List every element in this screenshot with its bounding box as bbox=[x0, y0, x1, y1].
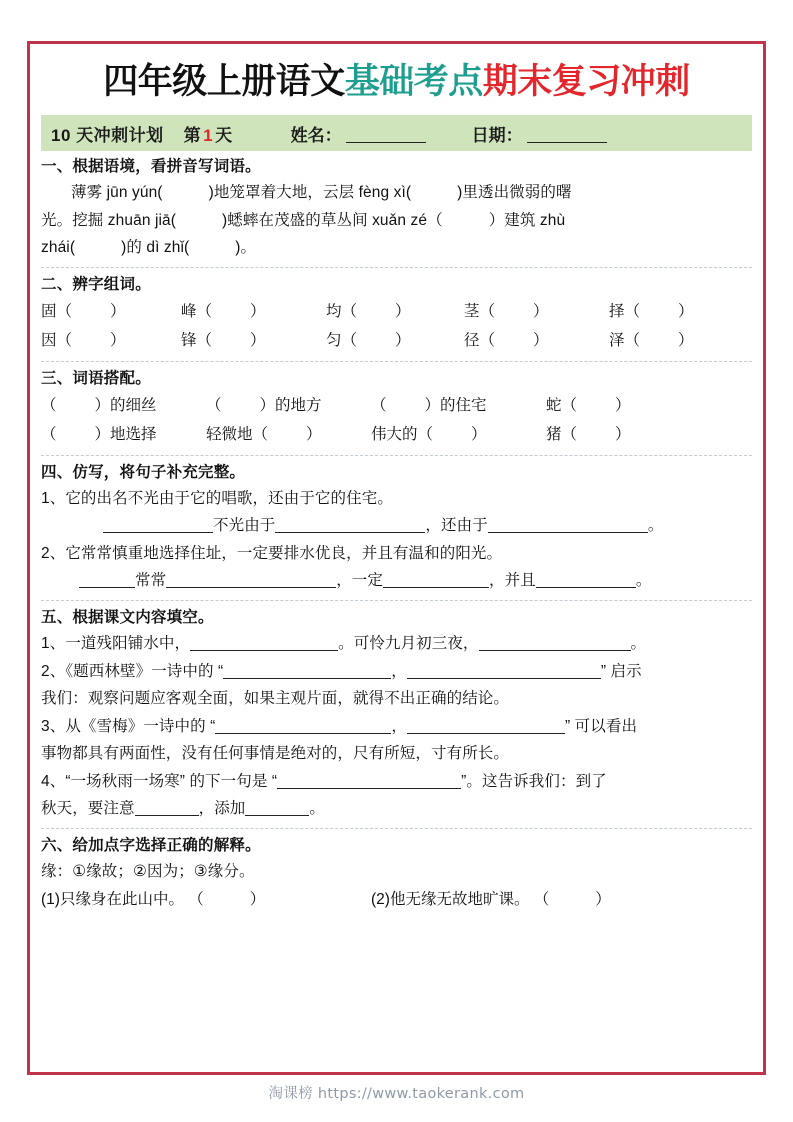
s4-q1-blank-3[interactable] bbox=[488, 532, 648, 533]
s3-r1-c4-open: 蛇（ bbox=[546, 396, 578, 414]
s2-r1-c5-char: 择（ bbox=[609, 302, 641, 320]
s5-q2-blank-2[interactable] bbox=[407, 678, 601, 679]
s5-q4-blank-1[interactable] bbox=[277, 788, 461, 789]
day-number: 1 bbox=[203, 125, 214, 145]
s3-r1-c4[interactable] bbox=[546, 391, 666, 420]
s2-r2-c2-char: 锋（ bbox=[181, 332, 213, 350]
s5-q4-a: 4、“一场秋雨一场寒” 的下一句是 “ bbox=[41, 772, 278, 790]
s5-question-2-cont: 我们：观察问题应客观全面，如果主观片面，就得不出正确的结论。 bbox=[41, 690, 510, 708]
s3-r2-c3[interactable] bbox=[371, 420, 546, 449]
day-indicator bbox=[184, 121, 233, 146]
s2-r2-c4[interactable] bbox=[464, 326, 609, 355]
s4-q1-label-c: 。 bbox=[647, 517, 664, 535]
s2-r1-c3[interactable] bbox=[326, 297, 464, 326]
s5-q4-l2-c: 。 bbox=[309, 800, 326, 818]
s4-q1-blank-2[interactable] bbox=[275, 532, 425, 533]
s5-q2-blank-1[interactable] bbox=[223, 678, 391, 679]
s2-r2-c4-close: ） bbox=[533, 332, 549, 350]
student-name-field[interactable] bbox=[291, 121, 426, 146]
s2-r2-c3[interactable] bbox=[326, 326, 464, 355]
s2-r1-c1-char: 固（ bbox=[41, 302, 73, 320]
s4-q2-label-b: ，一定 bbox=[336, 572, 384, 590]
section-two bbox=[41, 272, 752, 356]
s5-q2-b: ， bbox=[391, 662, 407, 680]
s4-q1-label-a: 不光由于 bbox=[213, 517, 276, 535]
divider-5 bbox=[41, 828, 752, 829]
s2-r2-c3-close: ） bbox=[395, 332, 411, 350]
s3-r2-c3-close: ） bbox=[471, 426, 487, 444]
s3-r1-c3-open: （ bbox=[371, 396, 387, 414]
s5-q1-b: 。可怜九月初三夜， bbox=[338, 634, 479, 652]
s2-r1-c4-char: 茎（ bbox=[464, 302, 496, 320]
s2-r1-c1[interactable] bbox=[41, 297, 181, 326]
s5-q1-blank-2[interactable] bbox=[479, 650, 631, 651]
s4-question-2: 2、它常常慎重地选择住址，一定要排水优良，并且有温和的阳光。 bbox=[41, 544, 503, 562]
section-two-heading: 二、辨字组词。 bbox=[41, 275, 151, 293]
date-label: 日期： bbox=[471, 125, 523, 145]
s4-q1-blank-1[interactable] bbox=[103, 532, 213, 533]
s2-r2-c2[interactable] bbox=[181, 326, 326, 355]
s3-r2-c4-open: 猪（ bbox=[546, 426, 578, 444]
divider-1 bbox=[41, 267, 752, 268]
s5-q4-blank-2[interactable] bbox=[135, 815, 199, 816]
s2-r1-c2-close: ） bbox=[250, 302, 266, 320]
s3-r2-c2-text: 轻微地（ bbox=[206, 426, 269, 444]
s1-l1-c: )里透出微弱的曙 bbox=[457, 184, 572, 202]
s6-item-2-text: (2)他无缘无故地旷课。 （ bbox=[371, 890, 550, 908]
s1-l2-a: 光。挖掘 zhuān jiā( bbox=[41, 211, 177, 229]
s5-question-3 bbox=[41, 713, 752, 741]
s3-r1-c2-text: ）的地方 bbox=[259, 396, 322, 414]
plan-header-bar bbox=[41, 115, 752, 151]
s4-q2-blank-3[interactable] bbox=[383, 587, 489, 588]
s5-q4-blank-3[interactable] bbox=[245, 815, 309, 816]
s3-r1-c3[interactable] bbox=[371, 391, 546, 420]
day-prefix: 第 bbox=[183, 125, 202, 145]
day-suffix: 天 bbox=[215, 125, 233, 145]
site-watermark: 淘课榜 https://www.taokerank.com bbox=[268, 1086, 525, 1102]
s4-q2-label-a: 常常 bbox=[135, 572, 167, 590]
date-field[interactable] bbox=[472, 121, 607, 146]
s1-l1-a: 薄雾 jūn yún( bbox=[71, 184, 163, 202]
s5-q2-a: 2、《题西林壁》一诗中的 “ bbox=[41, 662, 224, 680]
s3-r2-c1-open: （ bbox=[41, 426, 57, 444]
s3-r1-c2-open: （ bbox=[206, 396, 222, 414]
student-name-label: 姓名： bbox=[290, 125, 342, 145]
s2-r1-c5[interactable] bbox=[609, 297, 749, 326]
s2-r2-c5-close: ） bbox=[678, 332, 694, 350]
s4-q1-label-b: ，还由于 bbox=[425, 517, 488, 535]
s5-question-4 bbox=[41, 768, 752, 796]
s5-q3-blank-2[interactable] bbox=[407, 733, 565, 734]
s2-r2-c2-close: ） bbox=[250, 332, 266, 350]
s2-r1-c1-close: ） bbox=[110, 302, 126, 320]
section-five-heading: 五、根据课文内容填空。 bbox=[41, 608, 214, 626]
s5-q3-b: ， bbox=[391, 717, 407, 735]
s2-r1-c2-char: 峰（ bbox=[181, 302, 213, 320]
s2-r1-c3-char: 均（ bbox=[326, 302, 358, 320]
s3-r2-c2-close: ） bbox=[306, 426, 322, 444]
s2-r1-c4-close: ） bbox=[533, 302, 549, 320]
s5-question-2 bbox=[41, 658, 752, 686]
s3-r1-c3-text: ）的住宅 bbox=[424, 396, 487, 414]
section-one-heading: 一、根据语境，看拼音写词语。 bbox=[41, 158, 261, 176]
s3-r2-c3-text: 伟大的（ bbox=[371, 426, 434, 444]
section-four-heading: 四、仿写，将句子补充完整。 bbox=[41, 463, 246, 481]
section-five bbox=[41, 605, 752, 823]
s6-item-1[interactable] bbox=[41, 886, 371, 914]
s6-definitions: 缘：①缘故；②因为；③缘分。 bbox=[41, 863, 255, 881]
s5-q2-c: ” 启示 bbox=[600, 662, 642, 680]
s4-q2-label-d: 。 bbox=[635, 572, 652, 590]
s2-r1-c2[interactable] bbox=[181, 297, 326, 326]
s6-item-2[interactable] bbox=[371, 886, 611, 914]
section-three bbox=[41, 366, 752, 450]
s3-r1-c4-close: ） bbox=[615, 396, 631, 414]
plan-label: 10 天冲刺计划 bbox=[51, 125, 164, 145]
s5-q1-a: 1、一道残阳铺水中， bbox=[41, 634, 191, 652]
worksheet-content bbox=[41, 52, 752, 1064]
divider-2 bbox=[41, 361, 752, 362]
section-two-row-1 bbox=[41, 297, 752, 326]
page-title bbox=[41, 62, 752, 101]
divider-4 bbox=[41, 600, 752, 601]
s4-q2-blank-4[interactable] bbox=[536, 587, 636, 588]
s1-l2-b: )蟋蟀在茂盛的草丛间 xuǎn zé（ bbox=[222, 211, 443, 229]
s4-question-1: 1、它的出名不光由于它的唱歌，还由于它的住宅。 bbox=[41, 489, 393, 507]
s2-r1-c4[interactable] bbox=[464, 297, 609, 326]
divider-3 bbox=[41, 455, 752, 456]
section-two-row-2 bbox=[41, 326, 752, 355]
s1-l3-a: zhái( bbox=[41, 239, 76, 257]
s5-q1-blank-1[interactable] bbox=[190, 650, 338, 651]
s1-l1-b: )地笼罩着大地，云层 fèng xì( bbox=[208, 184, 412, 202]
title-part-sprint: 期末复习冲刺 bbox=[482, 62, 690, 101]
s3-r1-c1-open: （ bbox=[41, 396, 57, 414]
s5-question-1 bbox=[41, 630, 752, 658]
s3-r2-c1-text: ）地选择 bbox=[94, 426, 157, 444]
section-six-heading: 六、给加点字选择正确的解释。 bbox=[41, 837, 261, 855]
s5-question-4-cont bbox=[41, 795, 752, 823]
s3-r2-c2[interactable] bbox=[206, 420, 371, 449]
s1-l3-c: )。 bbox=[235, 239, 257, 257]
s2-r1-c5-close: ） bbox=[678, 302, 694, 320]
s1-l2-c: ）建筑 zhù bbox=[488, 211, 566, 229]
section-one-line-1 bbox=[41, 179, 752, 207]
section-three-row-2 bbox=[41, 420, 752, 449]
s4-q2-blank-1[interactable] bbox=[79, 587, 135, 588]
s6-item-1-text: (1)只缘身在此山中。 （ bbox=[41, 890, 204, 908]
s2-r2-c1[interactable] bbox=[41, 326, 181, 355]
s3-r1-c1[interactable] bbox=[41, 391, 206, 420]
s5-q3-c: ” 可以看出 bbox=[565, 717, 638, 735]
s5-q4-b: ”。这告诉我们：到了 bbox=[461, 772, 607, 790]
section-one-line-3 bbox=[41, 234, 752, 262]
section-six bbox=[41, 833, 752, 913]
s2-r2-c4-char: 径（ bbox=[464, 332, 496, 350]
s6-item-1-close: ） bbox=[249, 890, 266, 908]
section-four bbox=[41, 460, 752, 595]
s5-q4-l2-a: 秋天，要注意 bbox=[41, 800, 135, 818]
s2-r2-c3-char: 匀（ bbox=[326, 332, 358, 350]
s4-answer-line-2 bbox=[41, 567, 752, 595]
section-one-line-2 bbox=[41, 207, 752, 235]
s3-r2-c1[interactable] bbox=[41, 420, 206, 449]
s3-r2-c4-close: ） bbox=[615, 426, 631, 444]
date-input[interactable] bbox=[527, 142, 607, 143]
s3-r1-c1-text: ）的细丝 bbox=[94, 396, 157, 414]
s4-answer-line-1 bbox=[41, 512, 752, 540]
s5-q1-c: 。 bbox=[630, 634, 647, 652]
s2-r2-c5-char: 泽（ bbox=[609, 332, 641, 350]
section-three-row-1 bbox=[41, 391, 752, 420]
section-three-heading: 三、词语搭配。 bbox=[41, 369, 151, 387]
title-part-grade: 四年级上册语文 bbox=[103, 62, 345, 101]
student-name-input[interactable] bbox=[346, 142, 426, 143]
s6-item-2-close: ） bbox=[595, 890, 611, 908]
s3-r2-c4[interactable] bbox=[546, 420, 666, 449]
s1-l3-b: )的 dì zhǐ( bbox=[121, 239, 190, 257]
s5-q4-l2-b: ，添加 bbox=[198, 800, 246, 818]
s2-r2-c5[interactable] bbox=[609, 326, 749, 355]
s6-items-row bbox=[41, 886, 752, 914]
s4-q2-blank-2[interactable] bbox=[166, 587, 336, 588]
s5-question-3-cont: 事物都具有两面性，没有任何事情是绝对的，尺有所短，寸有所长。 bbox=[41, 745, 510, 763]
s3-r1-c2[interactable] bbox=[206, 391, 371, 420]
s2-r2-c1-close: ） bbox=[110, 332, 126, 350]
s2-r2-c1-char: 因（ bbox=[41, 332, 73, 350]
s5-q3-a: 3、从《雪梅》一诗中的 “ bbox=[41, 717, 216, 735]
title-part-topic: 基础考点 bbox=[344, 62, 483, 101]
s5-q3-blank-1[interactable] bbox=[215, 733, 391, 734]
section-one bbox=[41, 154, 752, 262]
s2-r1-c3-close: ） bbox=[395, 302, 411, 320]
s4-q2-label-c: ，并且 bbox=[489, 572, 536, 590]
